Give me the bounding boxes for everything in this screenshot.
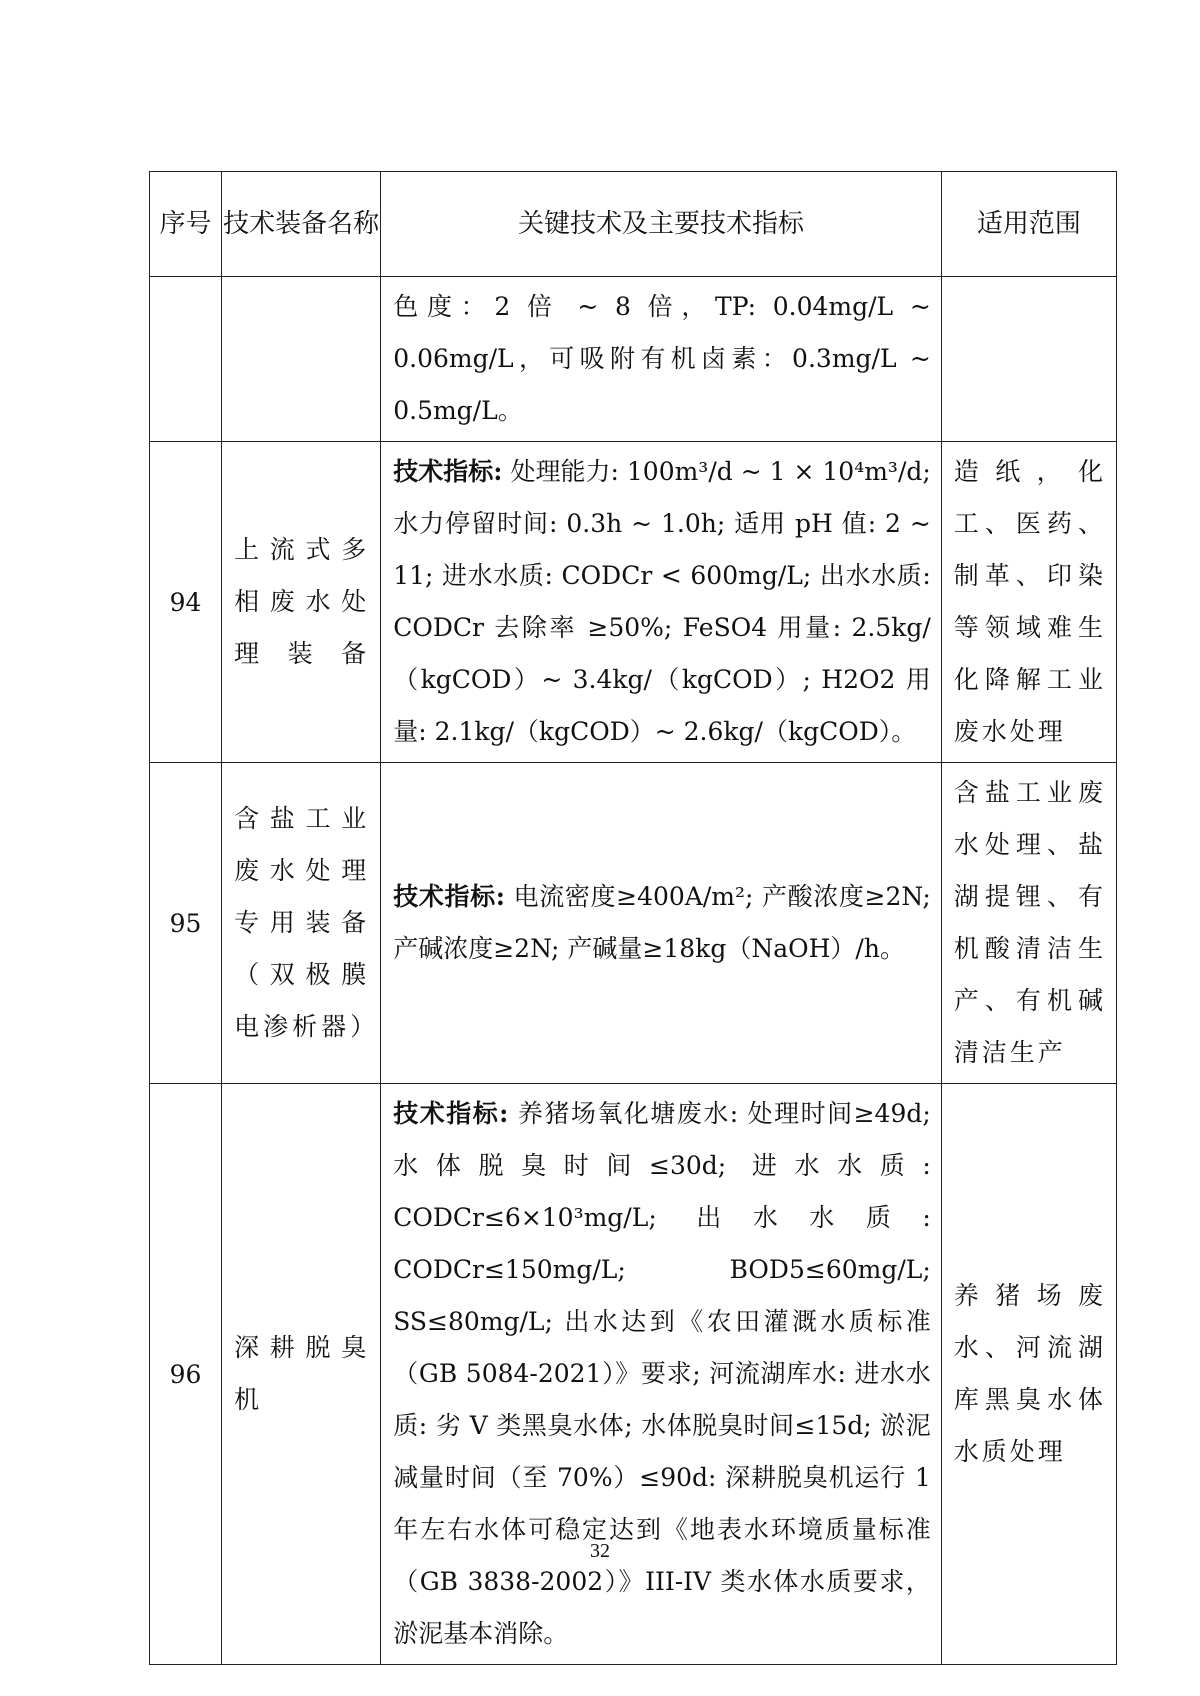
serial-cell: 95 [150,763,222,1084]
tech-label: 技术指标: [393,1099,509,1128]
tech-text: 电流密度≥400A/m²; 产酸浓度≥2N; 产碱浓度≥2N; 产碱量≥18kg（NaOH）/h。 [393,882,931,963]
cell-empty [222,277,381,442]
tech-cell [381,442,942,763]
tech-label: 技术指标: [393,882,505,911]
equipment-name-cell: 含盐工业废水处理专用装备（双极膜电渗析器） [222,763,381,1084]
equipment-name-cell: 上流式多相废水处理装备 [222,442,381,763]
tech-cell [381,1084,942,1665]
cell-empty [941,277,1116,442]
equipment-table [149,171,1117,1665]
serial-cell: 94 [150,442,222,763]
tech-text: 养猪场氧化塘废水: 处理时间≥49d; 水体脱臭时间≤30d; 进水水质: CODCr≤6×10³mg/L; 出水水质: CODCr≤150mg/L; BOD5≤60mg/L; SS≤80mg/L; 出水达到《农田灌溉水质标准（GB 5084-2021）》要求; 河流湖库水: 进水水质: 劣 V 类黑臭水体; 水体脱臭时间≤15d; 淤泥减量时间（至 70%）≤90d: 深耕脱臭机运行 1 年左右水体可稳定达到《地表水环境质量标准（GB 3838-2002）》III-IV 类水体水质要求，淤泥基本消除。 [393,1099,931,1648]
table-row-94 [150,442,1117,763]
serial-cell: 96 [150,1084,222,1665]
header-scope: 适用范围 [941,172,1116,277]
scope-cell: 含盐工业废水处理、盐湖提锂、有机酸清洁生产、有机碱清洁生产 [941,763,1116,1084]
header-tech: 关键技术及主要技术指标 [381,172,942,277]
page-number: 32 [590,1540,610,1562]
tech-cell: 色度：2 倍 ~ 8 倍，TP: 0.04mg/L ~ 0.06mg/L，可吸附有机卤素：0.3mg/L ~ 0.5mg/L。 [381,277,942,442]
tech-cell [381,763,942,1084]
scope-cell: 养猪场废水、河流湖库黑臭水体水质处理 [941,1084,1116,1665]
tech-text: 处理能力: 100m³/d ~ 1 × 10⁴m³/d; 水力停留时间: 0.3h ~ 1.0h; 适用 pH 值: 2 ~ 11; 进水水质: CODCr < 600mg/L; 出水水质: CODCr 去除率 ≥50%; FeSO4 用量: 2.5kg/（kgCOD）~ 3.4kg/（kgCOD）; H2O2 用量: 2.1kg/（kgCOD）~ 2.6kg/（kgCOD）。 [393,457,931,746]
table-row-96 [150,1084,1117,1665]
header-serial: 序号 [150,172,222,277]
table-row-continued [150,277,1117,442]
table-row-95 [150,763,1117,1084]
tech-label: 技术指标: [393,457,503,486]
equipment-name-cell: 深耕脱臭机 [222,1084,381,1665]
cell-empty [150,277,222,442]
table-header-row [150,172,1117,277]
header-name: 技术装备名称 [222,172,381,277]
scope-cell: 造纸，化工、医药、制革、印染等领域难生化降解工业废水处理 [941,442,1116,763]
